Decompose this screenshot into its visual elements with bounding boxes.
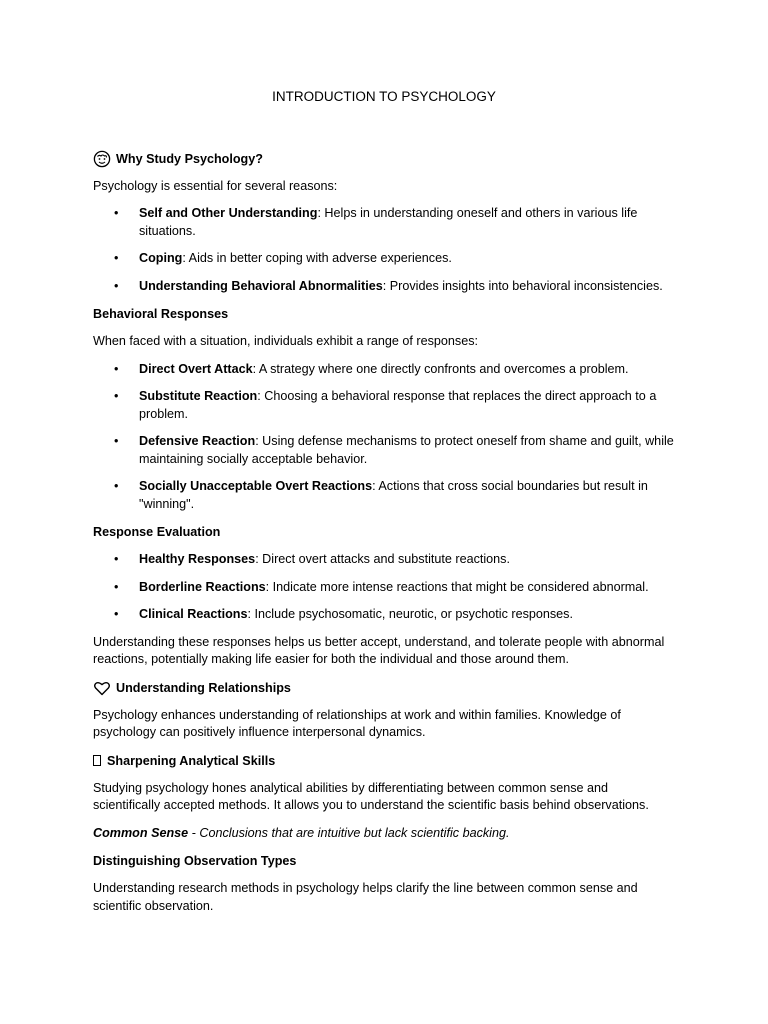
- list-item-text: : Indicate more intense reactions that might be considered abnormal.: [265, 579, 649, 594]
- list-item-term: Clinical Reactions: [139, 607, 248, 621]
- paragraph-observation: Understanding research methods in psychology helps clarify the line between common sense and scientific observation.: [93, 881, 638, 913]
- list-item: [93, 361, 675, 379]
- paragraph-evaluation-summary: Understanding these responses helps us better accept, understand, and tolerate people with abnormal reactions, potentially making life easier for both the individual and those around them.: [93, 634, 665, 666]
- list-item: [93, 551, 675, 569]
- list-item-text: : Aids in better coping with adverse experiences.: [182, 251, 452, 265]
- list-item-term: Understanding Behavioral Abnormalities: [139, 278, 383, 293]
- section-heading-text: Behavioral Responses: [93, 307, 229, 321]
- evaluation-list: [93, 551, 675, 624]
- list-item-text: : Include psychosomatic, neurotic, or psychotic responses.: [247, 607, 573, 621]
- section-heading-response-evaluation: [93, 523, 675, 541]
- list-item-text: : Actions that cross social boundaries but result in "winning".: [139, 479, 648, 511]
- behavioral-list: [93, 361, 675, 514]
- list-item: [93, 478, 675, 513]
- section-heading-why-study: [93, 150, 675, 168]
- list-item-text: : Helps in understanding oneself and others in various life situations.: [139, 206, 638, 238]
- section-heading-text: Distinguishing Observation Types: [93, 854, 297, 868]
- list-item-text: : Direct overt attacks and substitute reactions.: [255, 552, 510, 566]
- paragraph-behavioral-intro: When faced with a situation, individuals exhibit a range of responses:: [93, 334, 479, 348]
- paragraph-common-sense: [93, 825, 675, 843]
- section-heading-text: Sharpening Analytical Skills: [107, 753, 276, 768]
- common-sense-text: - Conclusions that are intuitive but lack scientific backing.: [188, 825, 510, 840]
- list-item: [93, 278, 675, 296]
- why-list: [93, 205, 675, 295]
- paragraph-why-intro: Psychology is essential for several reasons:: [93, 178, 338, 193]
- document-title: INTRODUCTION TO PSYCHOLOGY: [272, 89, 496, 104]
- list-item-term: Self and Other Understanding: [139, 206, 318, 220]
- missing-glyph-icon: [93, 755, 101, 766]
- list-item-text: : Provides insights into behavioral inconsistencies.: [382, 278, 663, 293]
- section-heading-text: Why Study Psychology?: [116, 151, 263, 166]
- list-item-term: Socially Unacceptable Overt Reactions: [139, 479, 373, 493]
- list-item-term: Substitute Reaction: [139, 389, 258, 403]
- paragraph-relationships: Psychology enhances understanding of relationships at work and within families. Knowledge of psychology can positively influence interpersonal dynamics.: [93, 707, 621, 739]
- section-heading-behavioral-responses: [93, 305, 675, 323]
- section-heading-relationships: [93, 679, 675, 697]
- list-item: [93, 388, 675, 423]
- paragraph-analytical: Studying psychology hones analytical abilities by differentiating between common sense and scientifically accepted methods. It allows you to understand the scientific basis behind observations.: [93, 780, 649, 812]
- list-item: [93, 205, 675, 240]
- list-item: [93, 579, 675, 597]
- section-heading-analytical-skills: [93, 752, 675, 770]
- section-heading-text: Response Evaluation: [93, 525, 221, 539]
- list-item-term: Defensive Reaction: [139, 434, 256, 448]
- heart-icon: [93, 679, 111, 697]
- list-item-text: : Using defense mechanisms to protect oneself from shame and guilt, while maintaining socially acceptable behavior.: [139, 434, 674, 466]
- list-item-term: Healthy Responses: [139, 552, 256, 566]
- list-item-term: Coping: [139, 251, 183, 265]
- list-item: [93, 606, 675, 624]
- common-sense-term: Common Sense: [93, 825, 189, 840]
- section-heading-observation-types: [93, 852, 675, 870]
- brain-face-icon: [93, 150, 111, 168]
- list-item: [93, 250, 675, 268]
- list-item-term: Direct Overt Attack: [139, 361, 253, 376]
- list-item-text: : Choosing a behavioral response that replaces the direct approach to a problem.: [139, 389, 657, 421]
- list-item-term: Borderline Reactions: [139, 579, 266, 594]
- section-heading-text: Understanding Relationships: [116, 680, 291, 695]
- list-item: [93, 433, 675, 468]
- list-item-text: : A strategy where one directly confronts and overcomes a problem.: [252, 361, 629, 376]
